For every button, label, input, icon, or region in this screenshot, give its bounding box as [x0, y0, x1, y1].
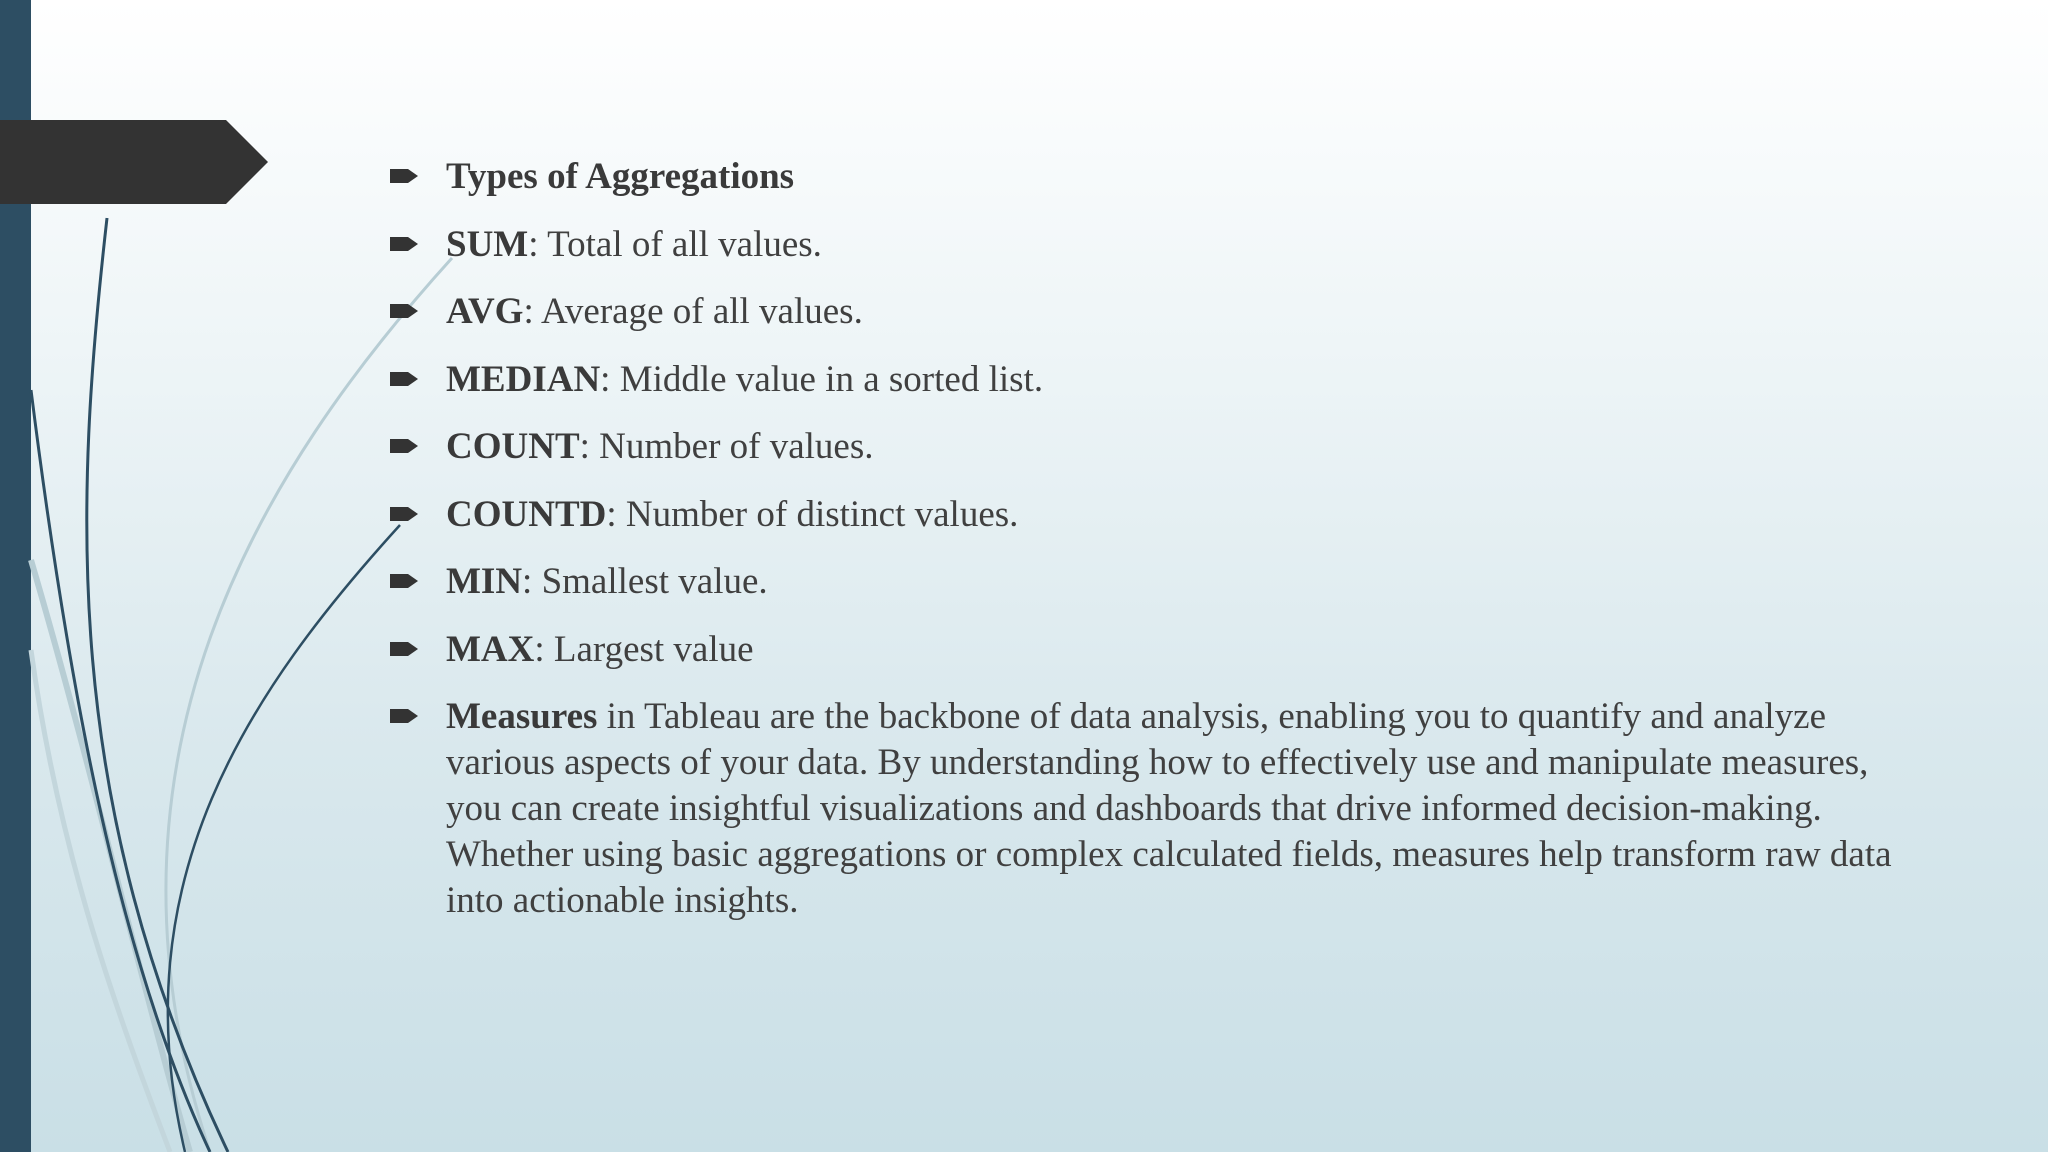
arrow-bullet-icon	[390, 165, 418, 187]
bullet-term: MIN	[446, 561, 523, 602]
bullet-term: Measures	[446, 696, 598, 737]
arrow-bullet-icon	[390, 300, 418, 322]
arrow-bullet-icon	[390, 503, 418, 525]
bullet-item-types-of-aggregations	[390, 154, 1930, 200]
bullet-item-measures	[390, 694, 1930, 924]
bullet-term: SUM	[446, 223, 529, 265]
decorative-curve-dark-3	[168, 525, 400, 1152]
bullet-text: : Number of values.	[579, 426, 874, 467]
bullet-text: in Tableau are the backbone of data analysis, enabling you to quantify and analyze various aspects of your data. By understanding how to effectively use and manipulate measures, you can create insightful visualizations and dashboards that drive informed decision-making. Whether using basic aggregations or complex calculated fields, measures help transform raw data into actionable insights.	[446, 696, 1892, 921]
bullet-term: AVG	[446, 291, 524, 332]
bullet-term: Types of Aggregations	[446, 156, 795, 197]
bullet-term: COUNT	[446, 426, 580, 467]
bullet-term: MEDIAN	[446, 358, 601, 400]
bullet-term: COUNTD	[446, 493, 607, 535]
bullet-item-sum	[390, 222, 1930, 268]
bullet-text: : Smallest value.	[522, 561, 768, 602]
arrow-bullet-icon	[390, 638, 418, 660]
bullet-item-median	[390, 357, 1930, 403]
bullet-text: : Average of all values.	[523, 291, 863, 332]
title-tab	[0, 120, 268, 204]
bullet-text: : Largest value	[534, 628, 754, 670]
bullet-text: : Total of all values.	[528, 223, 822, 265]
arrow-bullet-icon	[390, 435, 418, 457]
bullet-item-avg	[390, 289, 1930, 335]
arrow-bullet-icon	[390, 233, 418, 255]
arrow-bullet-icon	[390, 570, 418, 592]
bullet-text: : Middle value in a sorted list.	[600, 358, 1044, 400]
arrow-bullet-icon	[390, 368, 418, 390]
bullet-list	[390, 154, 1930, 946]
bullet-item-max	[390, 627, 1930, 673]
decorative-curve-dark-1	[87, 218, 228, 1152]
bullet-item-countd	[390, 492, 1930, 538]
arrow-bullet-icon	[390, 705, 418, 727]
bullet-item-min	[390, 559, 1930, 605]
bullet-text: : Number of distinct values.	[606, 493, 1019, 535]
decorative-curve-dark-2	[31, 390, 210, 1152]
bullet-item-count	[390, 424, 1930, 470]
bullet-term: MAX	[446, 628, 535, 670]
